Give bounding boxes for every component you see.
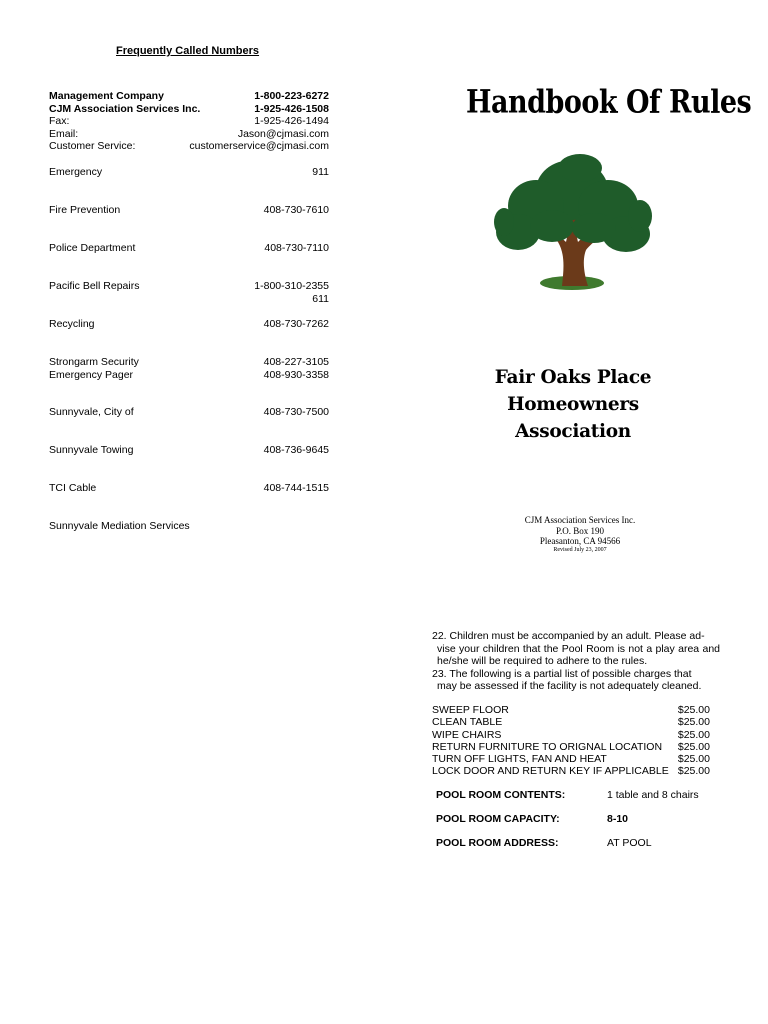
- contact-row: [49, 90, 329, 103]
- contact-name: Emergency Pager: [49, 368, 134, 381]
- revised-date: Revised July 23, 2007: [553, 546, 607, 553]
- charge-item: RETURN FURNITURE TO ORIGNAL LOCATION: [432, 740, 663, 753]
- contact-row: [49, 204, 329, 217]
- charge-item: LOCK DOOR AND RETURN KEY IF APPLICABLE: [432, 765, 669, 778]
- contact-value: 408-730-7110: [264, 242, 329, 254]
- hoa-line: Fair Oaks Place: [494, 367, 652, 388]
- contact-value: 1-800-310-2355: [254, 280, 329, 292]
- contact-email-link[interactable]: Jason@cjmasi.com: [237, 127, 329, 140]
- rule-22-line1: 22. Children must be accompanied by an adult. Please ad-: [432, 630, 705, 642]
- contact-value: 408-736-9645: [263, 444, 329, 456]
- city-line: Pleasanton, CA 94566: [539, 536, 621, 546]
- contact-row: [49, 140, 329, 153]
- rule-22-text: vise your children that the Pool Room is not a play area and he/she will be required to adhere to the rules.: [437, 642, 720, 667]
- contact-value: 408-930-3358: [263, 368, 329, 381]
- charge-item: CLEAN TABLE: [432, 716, 503, 729]
- contact-row: [49, 520, 329, 533]
- contact-name: Email:: [49, 127, 79, 140]
- charge-item: TURN OFF LIGHTS, FAN AND HEAT: [432, 753, 607, 766]
- contact-value: 1-925-426-1508: [254, 102, 329, 115]
- hoa-name: [478, 364, 668, 445]
- contact-row: [49, 369, 329, 382]
- contact-name: Sunnyvale Mediation Services: [49, 520, 190, 532]
- contact-row: [49, 293, 329, 306]
- contact-row: [49, 482, 329, 495]
- contact-row: [49, 103, 329, 116]
- charge-row: [432, 765, 712, 777]
- rule-23-line1: 23. The following is a partial list of possible charges that: [432, 667, 692, 680]
- charge-cost: $25.00: [677, 704, 710, 716]
- contact-value: 611: [312, 292, 329, 305]
- contact-value: 408-730-7262: [263, 318, 329, 330]
- contact-name: Fire Prevention: [49, 204, 121, 216]
- charge-row: [432, 729, 712, 741]
- handbook-title: Handbook Of Rules: [466, 84, 752, 121]
- frequently-called-numbers-title: Frequently Called Numbers: [116, 45, 260, 57]
- po-box: P.O. Box 190: [555, 525, 604, 536]
- contact-value: 408-730-7610: [263, 204, 329, 216]
- charge-row: [432, 753, 712, 765]
- charge-cost: $25.00: [677, 765, 710, 778]
- charge-item: WIPE CHAIRS: [432, 728, 502, 741]
- contact-name: Strongarm Security: [49, 356, 139, 368]
- charge-cost: $25.00: [677, 716, 710, 729]
- contact-row: [49, 128, 329, 141]
- contact-email-link[interactable]: customerservice@cjmasi.com: [189, 140, 329, 152]
- contact-row: [49, 242, 329, 255]
- company-name: CJM Association Services Inc.: [524, 515, 636, 525]
- charge-item: SWEEP FLOOR: [432, 704, 509, 716]
- contact-row: [49, 115, 329, 128]
- contact-value: 408-227-3105: [263, 356, 329, 368]
- hoa-line: Association: [515, 421, 631, 442]
- hoa-line: Homeowners: [507, 394, 639, 415]
- contact-name: Recycling: [49, 318, 95, 330]
- contact-row: [49, 280, 329, 293]
- contact-name: Sunnyvale, City of: [49, 406, 134, 418]
- contact-name: Emergency: [49, 166, 103, 178]
- contact-name: Pacific Bell Repairs: [49, 280, 140, 292]
- contact-value: 911: [312, 166, 329, 178]
- charge-cost: $25.00: [677, 728, 710, 741]
- charge-row: [432, 716, 712, 728]
- contact-name: Police Department: [49, 242, 136, 254]
- charge-row: [432, 704, 712, 716]
- contact-name: TCI Cable: [49, 482, 97, 494]
- contact-value: 408-744-1515: [263, 482, 329, 494]
- charge-cost: $25.00: [677, 753, 710, 766]
- rule-23-text: may be assessed if the facility is not adequately cleaned.: [437, 680, 702, 692]
- capacity-label: POOL ROOM CAPACITY:: [436, 813, 560, 825]
- contents-value: 1 table and 8 chairs: [607, 789, 699, 801]
- contact-row: [49, 406, 329, 419]
- contact-row: [49, 356, 329, 369]
- contact-name: Management Company: [49, 90, 164, 102]
- contents-label: POOL ROOM CONTENTS:: [436, 789, 566, 801]
- company-address: [480, 515, 680, 554]
- contact-row: [49, 444, 329, 457]
- contact-value: 408-730-7500: [263, 406, 329, 418]
- contact-name: CJM Association Services Inc.: [49, 102, 201, 115]
- oak-tree-icon: [490, 150, 655, 296]
- charges-list: [432, 704, 712, 778]
- contact-name: Customer Service:: [49, 140, 136, 152]
- address-label: POOL ROOM ADDRESS:: [436, 837, 559, 849]
- charge-cost: $25.00: [677, 740, 710, 753]
- capacity-value: 8-10: [607, 813, 629, 825]
- contact-row: [49, 318, 329, 331]
- address-value: AT POOL: [607, 837, 652, 849]
- contact-row: [49, 166, 329, 179]
- charge-row: [432, 741, 712, 753]
- contact-name: Fax:: [49, 115, 70, 127]
- contact-value: 1-800-223-6272: [254, 90, 329, 102]
- contact-name: Sunnyvale Towing: [49, 444, 134, 456]
- contact-value: 1-925-426-1494: [254, 115, 329, 127]
- pool-room-rules: [432, 630, 720, 693]
